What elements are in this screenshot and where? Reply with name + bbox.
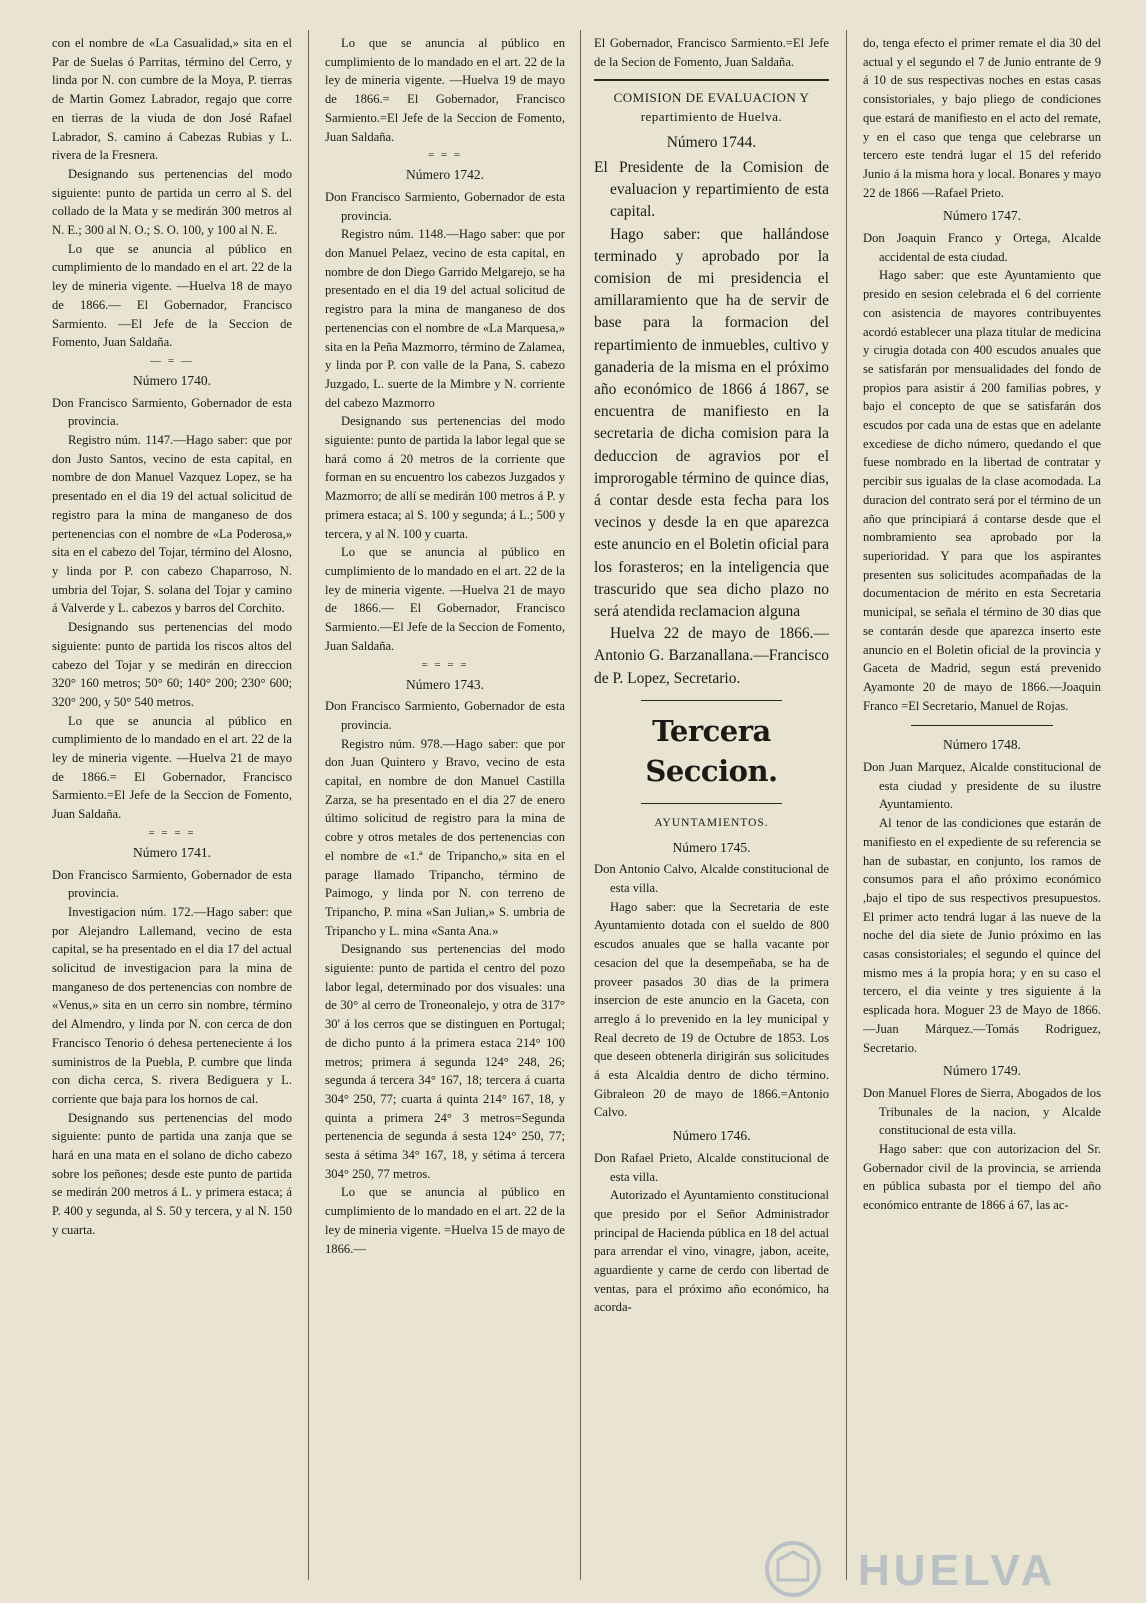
- notice-issuer: Don Antonio Calvo, Alcalde constitucional de esta villa.: [594, 862, 829, 895]
- notice-number: Número 1747.: [943, 208, 1021, 224]
- notice-issuer: Don Francisco Sarmiento, Gobernador de esta provincia.: [325, 189, 565, 223]
- notice-issuer: Don Francisco Sarmiento, Gobernador de esta provincia.: [52, 395, 292, 429]
- paragraph: Autorizado el Ayuntamiento constitucional que presido por el Señor Administrador principal de Hacienda pública en 18 del actual para arrendar el vino, vinagre, jabon, aceite, aguardiente y carne de cerdo con libertad de ventas, para el próximo año económico, ha acorda-: [594, 1188, 829, 1315]
- separator: = = = =: [148, 826, 196, 839]
- section-subheading: AYUNTAMIENTOS.: [654, 816, 769, 829]
- paragraph: Designando sus pertenencias del modo siguiente: punto de partida los riscos altos del cabezo del Tojar y se medirán en direccion 320° 160 metros; 50° 60; 140° 200; 230° 600; 320° 200, y 50° 540 metros.: [52, 620, 292, 709]
- notice-number: Número 1748.: [943, 737, 1021, 753]
- separator: = = =: [427, 149, 463, 162]
- watermark-logo-icon: [748, 1540, 838, 1598]
- paragraph: Lo que se anuncia al público en cumplimiento de lo mandado en el art. 22 de la ley de mineria vigente. —Huelva 21 de mayo de 1866.— El Gobernador, Francisco Sarmiento.—El Jefe de la Seccion de Fomento, Juan Saldaña.: [325, 545, 565, 653]
- separator: = = = =: [421, 658, 469, 671]
- section-rule: [911, 725, 1054, 726]
- paragraph: Lo que se anuncia al público en cumplimiento de lo mandado en el art. 22 de la ley de mineria vigente. —Huelva 18 de mayo de 1866.— El Gobernador, Francisco Sarmiento. —El Jefe de la Seccion de Fomento, Juan Saldaña.: [52, 241, 292, 350]
- column-divider: [580, 30, 581, 1580]
- section-rule: [641, 803, 782, 804]
- notice-number: Número 1744.: [666, 133, 757, 151]
- paragraph: Hago saber: que la Secretaria de este Ayuntamiento dotada con el sueldo de 800 escudos anuales que se halla vacante por cesacion del que la desempeñaba, se ha de proveer pasados 30 dias de la primera insercion de este anuncio en la Gaceta, con arreglo á lo prevenido en la ley municipal y Real decreto de 19 de Octubre de 1853. Los que deseen obtenerla dirigirán sus solicitudes á esta Alcaldia dentro de dicho término. Gibraleon 20 de mayo de 1866.=Antonio Calvo.: [594, 899, 829, 1120]
- paragraph: Lo que se anuncia al público en cumplimiento de lo mandado en el art. 22 de la ley de mineria vigente. —Huelva 21 de mayo de 1866.= El Gobernador, Francisco Sarmiento.=El Jefe de la Seccion de Fomento, Juan Saldaña.: [52, 713, 292, 822]
- section-rule: [641, 700, 782, 701]
- notice-number: Número 1742.: [406, 167, 484, 183]
- notice-number: Número 1746.: [672, 1128, 751, 1144]
- notice-issuer: El Presidente de la Comision de evaluacion y repartimiento de esta capital.: [594, 159, 829, 221]
- notice-number: Número 1743.: [406, 676, 484, 692]
- paragraph: Hago saber: que este Ayuntamiento que presido en sesion celebrada el 6 del corriente con asistencia de mayores contribuyentes acordó establecer una plaza titular de medicina y cirugia dotada con 400 escudos anuales que se satisfarán por mensualidades del fondo de propios para asistir á 200 familias pobres, y bajo el concepto de que se satisfarán dos escudos por cada una de estas que en adelante excediese de dicho número, quedando el que fuese nombrado en la libertad de contratar y percibir sus igualas de la clase acomodada. La duracion del contrato será por el término de un año que principiará á contarse desde que el nombramiento sea aprobado por la superioridad. Y para que los aspirantes presenten sus solicitudes acompañadas de la documentacion de mérito en esta Secretaria municipal, se señala el término de 30 dias que se contarán desde que aparezca inserto este anuncio en el Boletin oficial de la provincia y Gaceta de Madrid, segun está prevenido Ayamonte 20 de mayo de 1866.—Joaquin Franco =El Secretario, Manuel de Rojas.: [863, 268, 1101, 713]
- notice-number: Número 1740.: [133, 372, 211, 388]
- notice-issuer: Don Joaquin Franco y Ortega, Alcalde accidental de esta ciudad.: [863, 231, 1101, 264]
- separator: — = —: [150, 354, 194, 367]
- paragraph: Lo que se anuncia al público en cumplimiento de lo mandado en el art. 22 de la ley de mineria vigente. =Huelva 15 de mayo de 1866.—: [325, 1185, 565, 1256]
- paragraph: Designando sus pertenencias del modo siguiente: punto de partida un cerro al S. del collado de la Mata y se medirán 300 metros al N. E.; 300 al N. O.; S. O. 100, y 100 al N. E.: [52, 166, 292, 238]
- paragraph: Hago saber: que con autorizacion del Sr. Gobernador civil de la provincia, se arrienda en pública subasta por el tiempo del año económico entrante de 1866 á 67, las ac-: [863, 1142, 1101, 1213]
- library-watermark: [748, 1540, 1128, 1598]
- paragraph: Hago saber: que hallándose terminado y aprobado por la comision de mi presidencia el amillaramiento que ha de servir de base para la formacion del repartimiento de inmuebles, cultivo y ganaderia de la misma en el próximo año económico de 1866 á 1867, se encuentra de manifiesto en la secretaria de dicha comision para la deduccion de agravios por el improrogable término de quince dias, á contar desde esta fecha para los vecinos y desde la en que aparezca este anuncio en el Boletin oficial para los forasteros; en la inteligencia que trascurido que sea dicho plazo no será atendida reclamacion alguna: [594, 225, 829, 621]
- column-2: [325, 34, 565, 1589]
- paragraph: Al tenor de las condiciones que estarán de manifiesto en el expediente de su referencia se han de subastar, en conjunto, los ramos de consumos para el año próximo económico ,bajo el tipo de sus respectivos presupuestos. El primer acto tendrá lugar á las nueve de la noche del dia siete de Junio próximo en las casas consistoriales; el segundo el quince del mismo mes á la propia hora; y en su caso el tercero, el dia veinte y tres siguiente á la esplicada hora. Moguer 23 de Mayo de 1866.—Juan Márquez.—Tomás Rodriguez, Secretario.: [863, 816, 1101, 1055]
- section-title: Tercera Seccion.: [645, 713, 778, 788]
- column-divider: [846, 30, 847, 1580]
- section-heading: COMISION DE EVALUACION Y: [613, 90, 810, 106]
- paragraph: con el nombre de «La Casualidad,» sita en el Par de Suelas ó Parritas, término del Cerro, y linda por N. con cumbre de la Moya, P. tierras de Martin Gomez Labrador, regajo que corre en tierras de la viuda de don José Rafael Labrador, S. camino á Cabezas Rubias y L. rivera de la Fresnera.: [52, 36, 292, 163]
- section-rule: [594, 79, 829, 81]
- paragraph: Designando sus pertenencias del modo siguiente: punto de partida el centro del pozo labor legal, determinado por dos visuales: una de 30° al cerro de Troneonalejo, y otra de 317° 30' á los cerros que se distinguen en Portugal; de dicho punto á la primera estaca 214° 100 metros; primera á segunda 124° 248, 26; segunda á tercera 34° 167, 18; tercera á cuarta 304° 250, 77; cuarta á quinta 214° 167, 18, y quinta a primera 24° 3 metros=Segunda pertenencia de segunda á sesta 124° 250, 77; sesta á sétima 34° 167, 18, y sétima á tercera 304° 250, 77 metros.: [325, 942, 565, 1181]
- paragraph: Registro núm. 1148.—Hago saber: que por don Manuel Pelaez, vecino de esta capital, en nombre de don Diego Garrido Melgarejo, se ha presentado en el dia 19 del actual solicitud de registro para la mina de manganeso de dos pertenencias con el nombre de «La Marquesa,» sita en la Peña Mazmorro, término de Zalamea, y linda por P. con valle de la Pana, S. cabezo Juzgado, L. suerte de la Mimbre y N. corriente del cabezo Mazmorro: [325, 227, 565, 410]
- paragraph: Registro núm. 1147.—Hago saber: que por don Justo Santos, vecino de esta capital, en nombre de don Manuel Vazquez Lopez, se ha presentado en el dia 19 del actual solicitud de registro para la mina de manganeso de dos pertenencias con el nombre de «La Poderosa,» sita en el cabezo del Tojar, término del Alosno, y linda por P. con cabezo Chaparroso, N. umbria del Tojar, S. solana del Tojar y camino á Valverde y L. cabezos y barros del Corchito.: [52, 433, 292, 616]
- notice-issuer: Don Juan Marquez, Alcalde constitucional de esta ciudad y presidente de su ilustre Ayuntamiento.: [863, 760, 1101, 812]
- notice-number: Número 1749.: [943, 1063, 1021, 1079]
- paragraph: Huelva 22 de mayo de 1866.—Antonio G. Barzanallana.—Francisco de P. Lopez, Secretario.: [594, 625, 829, 687]
- notice-issuer: Don Francisco Sarmiento, Gobernador de esta provincia.: [325, 699, 565, 732]
- paragraph: Lo que se anuncia al público en cumplimiento de lo mandado en el art. 22 de la ley de mineria vigente. —Huelva 19 de mayo de 1866.= El Gobernador, Francisco Sarmiento.=El Jefe de la Seccion de Fomento, Juan Saldaña.: [325, 36, 565, 144]
- notice-number: Número 1741.: [133, 844, 211, 860]
- column-4: [863, 34, 1101, 1589]
- section-subheading: repartimiento de Huelva.: [640, 109, 783, 125]
- paragraph: Designando sus pertenencias del modo siguiente: punto de partida una zanja que se hará en una mata en el solano de dicho cabezo sobre los peñones; desde este punto de partida se medirán 200 metros á L. y primera estaca; á P. 400 y segunda, al S. 50 y tercera, y al N. 150 y cuarta.: [52, 1110, 292, 1237]
- notice-issuer: Don Francisco Sarmiento, Gobernador de esta provincia.: [52, 867, 292, 901]
- paragraph: Investigacion núm. 172.—Hago saber: que por Alejandro Lallemand, vecino de esta capital, se ha presentado en el dia 17 del actual solicitud de investigacion para la mina de manganeso de dos pertenencias con nombre de «Venus,» sita en un cerro sin nombre, término del Almendro, y linda por N. con cerca de don Francisco Tenorio ó dehesa perteneciente á los suministros de la Puebla, P. cumbre que linda con dicha cerca, S. rivera Bediguera y L. corriente que baja para los hornos de cal.: [52, 904, 292, 1106]
- watermark-text: HUELVA: [858, 1546, 1057, 1595]
- paragraph: Designando sus pertenencias del modo siguiente: punto de partida la labor legal que se hará como á 20 metros de la corriente que forman en su encuentro los cabezos Juzgados y Mazmorro; de allí se medirán 100 metros á P. y primera estaca; al S. 100 y segunda; á L.; 500 y tercera, y al N. 100 y cuarta.: [325, 414, 565, 541]
- column-divider: [308, 30, 309, 1580]
- paragraph: Registro núm. 978.—Hago saber: que por don Juan Quintero y Bravo, vecino de esta capital, en nombre de don Manuel Castilla Zarza, se ha presentado en el dia 27 de enero último solicitud de registro para la mina de cobre y otros metales de dos pertenencias con el nombre de «1.ª de Tripancho,» sita en el parage llamado Tripancho, término de Paimogo, y linda por N. con terreno de Tripancho, P. mina «San Julian,» S. umbria de Tripancho y L. mina «Santa Ana.»: [325, 736, 565, 938]
- column-1: [52, 34, 292, 1589]
- column-3: [594, 34, 829, 1589]
- notice-number: Número 1745.: [672, 839, 751, 855]
- paragraph: El Gobernador, Francisco Sarmiento.=El Jefe de la Secion de Fomento, Juan Saldaña.: [594, 36, 829, 69]
- notice-issuer: Don Manuel Flores de Sierra, Abogados de los Tribunales de la nacion, y Alcalde constitucional de esta villa.: [863, 1085, 1101, 1138]
- paragraph: do, tenga efecto el primer remate el dia 30 del actual y el segundo el 7 de Junio entrante de 9 á 10 de sus respectivas noches en estas casas consistoriales, y bajo pliego de condiciones que estará de manifiesto en el acto del remate, y en el caso que tenga que celebrarse un tercero este tendrá lugar el 15 del referido Junio á la misma hora y local. Bonares y mayo 22 de 1866 —Rafael Prieto.: [863, 36, 1101, 200]
- notice-issuer: Don Rafael Prieto, Alcalde constitucional de esta villa.: [594, 1150, 829, 1184]
